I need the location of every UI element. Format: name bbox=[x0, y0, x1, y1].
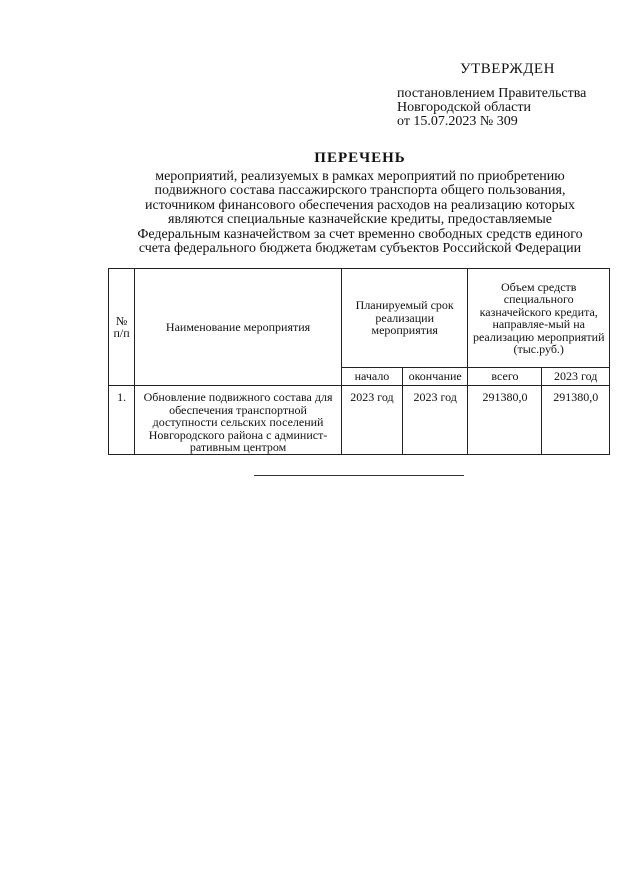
approval-line-3: от 15.07.2023 № 309 bbox=[397, 114, 518, 129]
row-num: 1. bbox=[109, 386, 135, 455]
header-start: начало bbox=[341, 368, 402, 386]
subtitle-line: мероприятий, реализуемых в рамках мероприятий по приобретению bbox=[155, 169, 565, 184]
header-total: всего bbox=[468, 368, 542, 386]
subtitle-line: Федеральным казначейством за счет временно свободных средств единого bbox=[137, 226, 583, 242]
subtitle-line: подвижного состава пассажирского транспорта общего пользования, bbox=[154, 183, 566, 199]
header-num: № п/п bbox=[109, 269, 135, 386]
row-year: 291380,0 bbox=[542, 386, 610, 455]
row-name: Обновление подвижного состава для обеспечения транспортной доступности сельских поселений Новгородского района с админист-ративным центром bbox=[135, 386, 342, 455]
table-row bbox=[109, 386, 610, 455]
subtitle-line: счета федерального бюджета бюджетам субъектов Российской Федерации bbox=[138, 241, 582, 257]
approval-line-2: Новгородской области bbox=[397, 100, 531, 115]
row-start: 2023 год bbox=[341, 386, 402, 455]
header-term: Планируемый срок реализации мероприятия bbox=[341, 269, 467, 368]
header-name: Наименование мероприятия bbox=[135, 269, 342, 386]
header-year: 2023 год bbox=[542, 368, 610, 386]
row-end: 2023 год bbox=[402, 386, 468, 455]
subtitle-line: источником финансового обеспечения расходов на реализацию которых bbox=[144, 197, 575, 213]
header-volume: Объем средств специального казначейского кредита, направляе-мый на реализацию мероприятий (тыс.руб.) bbox=[468, 269, 610, 368]
document-title: ПЕРЕЧЕНЬ bbox=[314, 150, 406, 166]
header-end: окончание bbox=[402, 368, 468, 386]
subtitle-line: являются специальные казначейские кредиты, предоставляемые bbox=[168, 212, 552, 228]
events-table bbox=[108, 268, 610, 455]
approval-line-1: постановлением Правительства bbox=[397, 86, 587, 101]
end-rule bbox=[254, 475, 464, 476]
row-total: 291380,0 bbox=[468, 386, 542, 455]
document-subtitle bbox=[110, 170, 610, 256]
approval-block bbox=[397, 60, 627, 129]
approval-title: УТВЕРЖДЕН bbox=[460, 61, 555, 77]
table-header-row bbox=[109, 269, 610, 368]
